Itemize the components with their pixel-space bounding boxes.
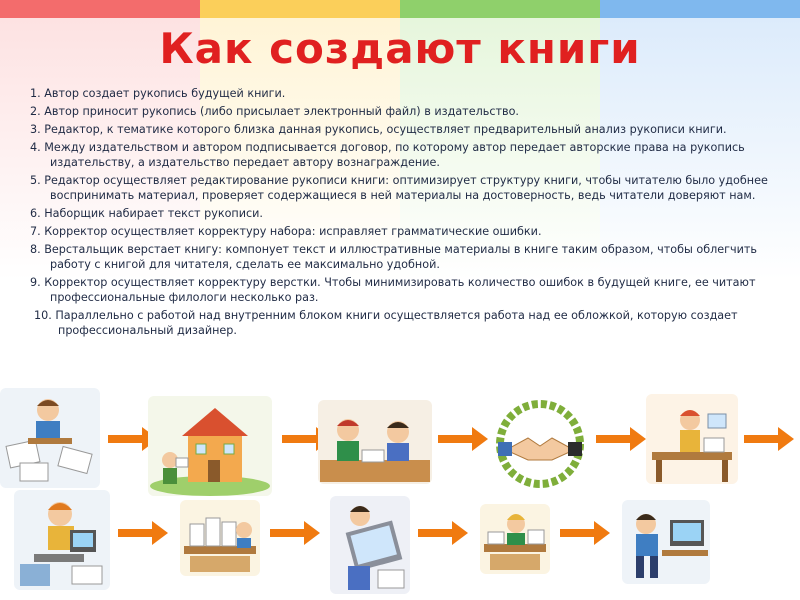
editors-illustration bbox=[318, 400, 432, 484]
steps-list bbox=[30, 86, 770, 341]
publishing-house-illustration bbox=[148, 396, 272, 496]
page-title: Как создают книги bbox=[159, 24, 641, 73]
arrow-right-icon bbox=[436, 424, 490, 454]
step-item: 3. Редактор, к тематике которого близка данная рукопись, осуществляет предварительный анализ рукописи книги. bbox=[30, 123, 727, 136]
stripe-blue bbox=[600, 0, 800, 18]
top-color-stripes bbox=[0, 0, 800, 18]
step-item: 8. Верстальщик верстает книгу: компонует текст и иллюстративные материалы в книге таким образом, чтобы облегчить работу с книгой для читателя, сделать ее максимально удобной. bbox=[30, 243, 758, 271]
stripe-green bbox=[400, 0, 600, 18]
typesetter-illustration bbox=[14, 490, 110, 590]
step-item: 1. Автор создает рукопись будущей книги. bbox=[30, 87, 286, 100]
step-item: 4. Между издательством и автором подписывается договор, по которому автор передает авторские права на рукопись издательству, а издательство передает автору вознаграждение. bbox=[30, 141, 745, 169]
arrow-right-icon bbox=[268, 518, 322, 548]
handshake-contract-illustration bbox=[492, 398, 588, 490]
arrow-right-icon bbox=[416, 518, 470, 548]
step-item: 6. Наборщик набирает текст рукописи. bbox=[30, 207, 263, 220]
arrow-right-icon bbox=[742, 424, 796, 454]
arrow-right-icon bbox=[594, 424, 648, 454]
second-proofreader-illustration bbox=[480, 504, 550, 574]
arrow-right-icon bbox=[116, 518, 170, 548]
step-item: 9. Корректор осуществляет корректуру верстки. Чтобы минимизировать количество ошибок в будущей книге, ее читают профессиональные филологи несколько раз. bbox=[30, 276, 756, 304]
proofreader-illustration bbox=[180, 500, 260, 576]
cover-designer-illustration bbox=[622, 500, 710, 584]
layout-designer-illustration bbox=[330, 496, 410, 594]
step-item: 5. Редактор осуществляет редактирование рукописи книги: оптимизирует структуру книги, чтобы читателю было удобнее воспринимать материал, проверяет содержащиеся в ней материалы на достоверность, ведь читатели доверяют нам. bbox=[30, 174, 768, 202]
editor-desk-illustration bbox=[646, 394, 738, 484]
stripe-yellow bbox=[200, 0, 400, 18]
author-writing-illustration bbox=[0, 388, 100, 488]
stripe-red bbox=[0, 0, 200, 18]
arrow-right-icon bbox=[558, 518, 612, 548]
step-item: 2. Автор приносит рукопись (либо присылает электронный файл) в издательство. bbox=[30, 105, 519, 118]
step-item: 10. Параллельно с работой над внутренним блоком книги осуществляется работа над ее обложкой, которую создает профессиональный дизайнер. bbox=[34, 309, 738, 337]
step-item: 7. Корректор осуществляет корректуру набора: исправляет грамматические ошибки. bbox=[30, 225, 542, 238]
